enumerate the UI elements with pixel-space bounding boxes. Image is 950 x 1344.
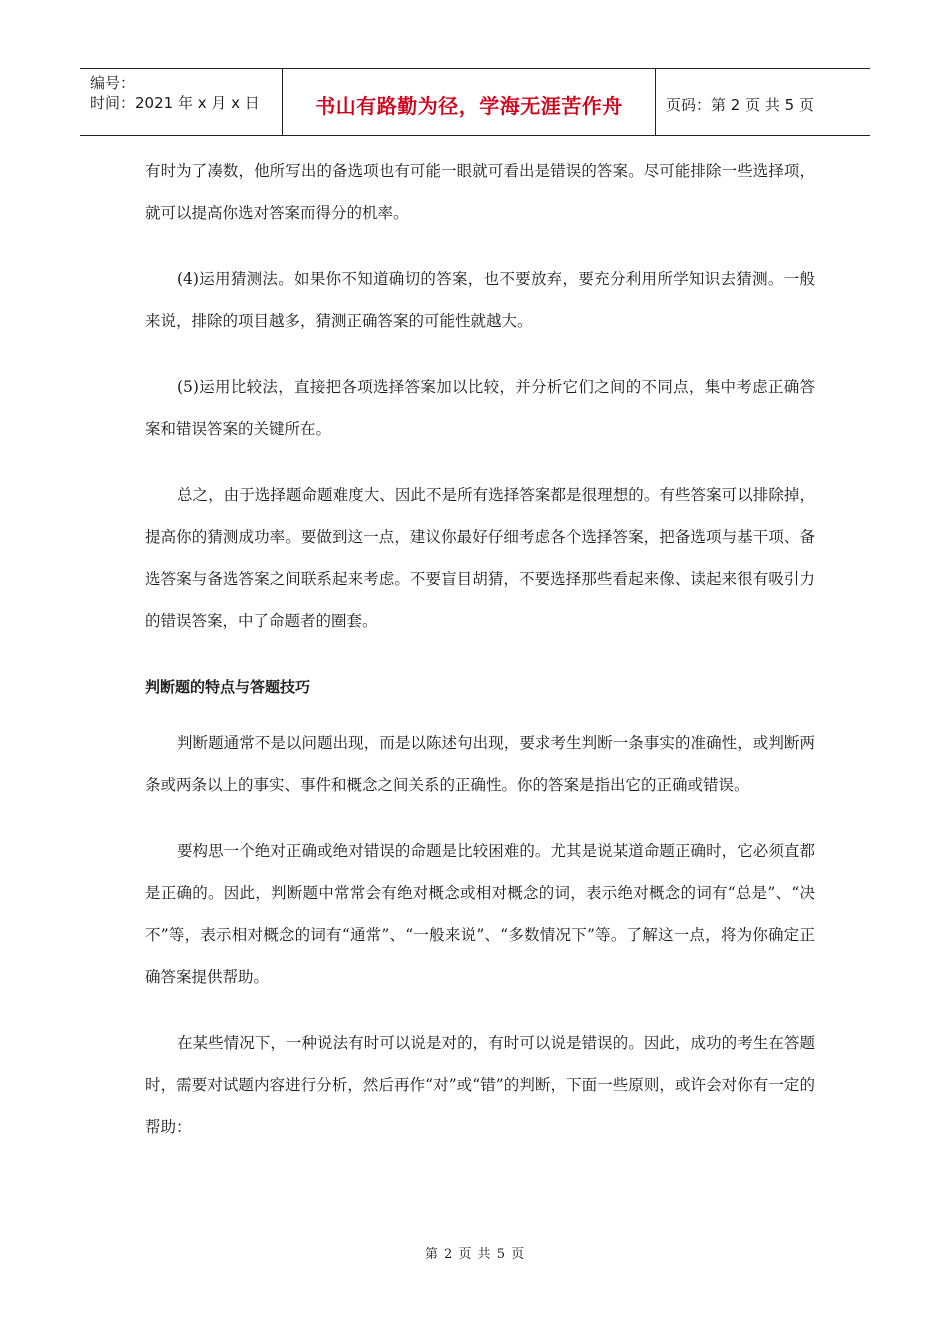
header-right-cell <box>656 69 870 135</box>
header-left-cell <box>80 69 282 135</box>
date-label: 时间：2021 年 x 月 x 日 <box>90 94 260 112</box>
page-info: 页码：第 2 页 共 5 页 <box>666 95 814 114</box>
motto: 书山有路勤为径，学海无涯苦作舟 <box>315 93 623 118</box>
paragraph: 有时为了凑数，他所写出的备选项也有可能一眼就可看出是错误的答案。尽可能排除一些选择项，就可以提高你选对答案而得分的机率。 <box>145 162 815 222</box>
paragraph: (4)运用猜测法。如果你不知道确切的答案，也不要放弃，要充分利用所学知识去猜测。一般来说，排除的项目越多，猜测正确答案的可能性就越大。 <box>145 270 815 330</box>
header-middle-cell <box>282 69 656 135</box>
header-table <box>80 68 870 136</box>
page-footer: 第 2 页 共 5 页 <box>424 1247 526 1262</box>
paragraph: (5)运用比较法，直接把各项选择答案加以比较，并分析它们之间的不同点，集中考虑正确答案和错误答案的关键所在。 <box>145 378 815 438</box>
paragraph: 判断题通常不是以问题出现，而是以陈述句出现，要求考生判断一条事实的准确性，或判断两条或两条以上的事实、事件和概念之间关系的正确性。你的答案是指出它的正确或错误。 <box>145 734 815 794</box>
paragraph: 总之，由于选择题命题难度大、因此不是所有选择答案都是很理想的。有些答案可以排除掉，提高你的猜测成功率。要做到这一点，建议你最好仔细考虑各个选择答案，把备选项与基干项、备选答案与备选答案之间联系起来考虑。不要盲目胡猜，不要选择那些看起来像、读起来很有吸引力的错误答案，中了命题者的圈套。 <box>145 486 815 630</box>
document-body <box>145 150 815 1172</box>
paragraph: 在某些情况下，一种说法有时可以说是对的，有时可以说是错误的。因此，成功的考生在答题时，需要对试题内容进行分析，然后再作“对”或“错”的判断，下面一些原则，或许会对你有一定的帮助： <box>145 1034 815 1136</box>
paragraph: 要构思一个绝对正确或绝对错误的命题是比较困难的。尤其是说某道命题正确时，它必须直都是正确的。因此，判断题中常常会有绝对概念或相对概念的词，表示绝对概念的词有“总是”、“决不”等，表示相对概念的词有“通常”、“一般来说”、“多数情况下”等。了解这一点，将为你确定正确答案提供帮助。 <box>145 842 815 986</box>
section-heading: 判断题的特点与答题技巧 <box>145 678 311 696</box>
number-label: 编号： <box>90 74 136 92</box>
